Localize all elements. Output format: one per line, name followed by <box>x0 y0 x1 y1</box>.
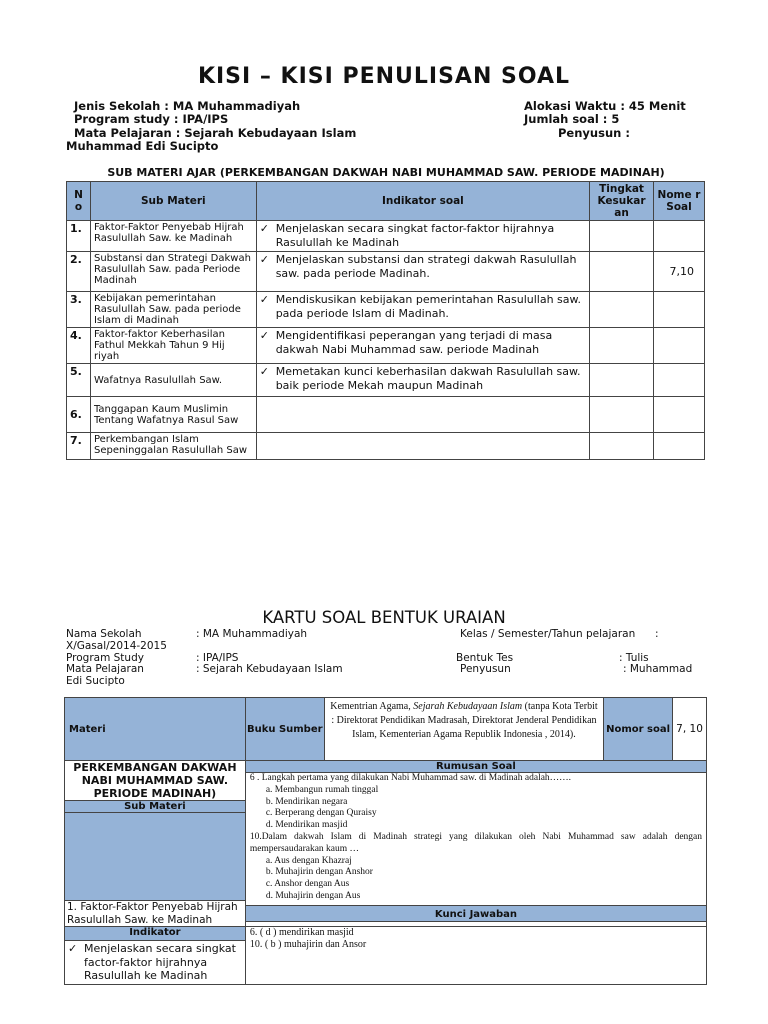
penyusun-label: Penyusun : <box>558 126 630 140</box>
indikator-text: Menjelaskan secara singkat factor-faktor hijrahnya Rasulullah ke Madinah <box>84 942 236 982</box>
buku-post: (tanpa Kota Terbit : Direktorat Pendidikan Madrasah, Direktorat Jenderal Pendidikan Islam, Kementerian Agama Republik Indonesia , 2014). <box>331 701 598 740</box>
row-indikator <box>256 328 589 364</box>
mata-pelajaran: Mata Pelajaran : Sejarah Kebudayaan Islam <box>74 126 357 140</box>
row-indikator <box>256 433 589 460</box>
row-indikator-text: Menjelaskan secara singkat factor-faktor hijrahnya Rasulullah ke Madinah <box>275 222 555 249</box>
q10-option: c. Anshor dengan Aus <box>265 879 350 890</box>
header-indikator: Indikator soal <box>256 182 589 221</box>
row-sub-materi: Faktor-faktor Keberhasilan Fathul Mekkah Tahun 9 Hij riyah <box>90 328 256 364</box>
program-study-value: : IPA/IPS <box>196 652 239 664</box>
bentuk-tes-label: Bentuk Tes <box>456 652 514 664</box>
row-indikator <box>256 364 589 397</box>
q6-option: b. Mendirikan negara <box>265 796 348 807</box>
q10-option: d. Muhajirin dengan Aus <box>265 890 361 901</box>
row-no: 3. <box>67 292 91 328</box>
check-icon: ✓ <box>259 293 269 306</box>
row-tingkat <box>590 433 654 460</box>
mata-pelajaran-value: : Sejarah Kebudayaan Islam <box>196 663 343 675</box>
row-no: 2. <box>67 252 91 292</box>
kelas-label: Kelas / Semester/Tahun pelajaran <box>460 628 636 640</box>
check-icon: ✓ <box>259 365 269 378</box>
row-sub-materi: Wafatnya Rasulullah Saw. <box>90 364 256 397</box>
header-tingkat: Tingkat Kesukar an <box>590 182 654 221</box>
table-row <box>67 364 705 397</box>
row-sub-materi: Faktor-Faktor Penyebab Hijrah Rasulullah Saw. ke Madinah <box>90 221 256 252</box>
row-nomer <box>654 292 705 328</box>
kartu-header-row <box>65 698 707 761</box>
row-nomer <box>654 328 705 364</box>
kartu-table <box>64 697 707 985</box>
row-indikator-text: Menjelaskan substansi dan strategi dakwah Rasulullah saw. pada periode Madinah. <box>275 253 577 280</box>
check-icon: ✓ <box>259 253 269 266</box>
table-row <box>67 328 705 364</box>
page-title: KISI – KISI PENULISAN SOAL <box>197 64 571 89</box>
check-icon: ✓ <box>259 222 269 235</box>
row-indikator-text: Memetakan kunci keberhasilan dakwah Rasulullah saw. baik periode Mekah maupun Madinah <box>275 365 581 392</box>
row-tingkat <box>590 364 654 397</box>
row-nomer <box>654 221 705 252</box>
penyusun-label-2: Penyusun <box>460 663 511 675</box>
program-study: Program study : IPA/IPS <box>74 112 229 126</box>
q6-option: d. Mendirikan masjid <box>265 820 348 831</box>
jumlah-soal: Jumlah soal : 5 <box>524 112 620 126</box>
kartu-title: KARTU SOAL BENTUK URAIAN <box>262 608 506 627</box>
check-icon: ✓ <box>68 942 78 955</box>
row-tingkat <box>590 328 654 364</box>
sub-materi-label: Sub Materi <box>65 801 246 813</box>
table-row <box>67 292 705 328</box>
kunci-10: 10. ( b ) muhajirin dan Ansor <box>249 939 367 950</box>
penyusun-name: Muhammad Edi Sucipto <box>66 139 219 153</box>
kisi-header-row <box>67 182 705 221</box>
kelas-colon: : <box>655 628 659 640</box>
nama-sekolah-value: : MA Muhammadiyah <box>196 628 308 640</box>
row-tingkat <box>590 252 654 292</box>
nomor-value: 7, 10 <box>673 698 707 761</box>
program-study-label: Program Study <box>66 652 144 664</box>
question-10: 10.Dalam dakwah Islam di Madinah strategi yang dilakukan oleh Nabi Muhammad saw adalah dengan mempersaudarakan kaum … <box>249 831 702 854</box>
sub-materi-value: 1. Faktor-Faktor Penyebab Hijrah Rasulullah Saw. ke Madinah <box>65 901 246 927</box>
row-tingkat <box>590 397 654 433</box>
rumusan-header-row <box>65 761 707 773</box>
question-6: 6 . Langkah pertama yang dilakukan Nabi Muhammad saw. di Madinah adalah……. <box>249 773 572 783</box>
penyusun-value-2: : Muhammad <box>623 663 693 675</box>
header-nomer: Nome r Soal <box>654 182 705 221</box>
kunci-label: Kunci Jawaban <box>245 905 707 922</box>
row-nomer <box>654 433 705 460</box>
kisi-table <box>66 181 705 460</box>
row-indikator <box>256 221 589 252</box>
row-sub-materi: Perkembangan Islam Sepeninggalan Rasulullah Saw <box>90 433 256 460</box>
row-indikator <box>256 292 589 328</box>
table-row <box>67 252 705 292</box>
row-tingkat <box>590 292 654 328</box>
check-icon: ✓ <box>259 329 269 342</box>
row-nomer: 7,10 <box>654 252 705 292</box>
mata-pelajaran-label: Mata Pelajaran <box>66 663 144 675</box>
buku-sumber <box>324 698 603 761</box>
rumusan-label: Rumusan Soal <box>245 761 706 773</box>
row-indikator-text: Mengidentifikasi peperangan yang terjadi di masa dakwah Nabi Muhammad saw. periode Madinah <box>275 329 553 356</box>
row-nomer <box>654 397 705 433</box>
materi-label: Materi <box>65 698 246 761</box>
header-no: N o <box>67 182 91 221</box>
row-tingkat <box>590 221 654 252</box>
row-nomer <box>654 364 705 397</box>
indikator-header-row <box>65 927 707 941</box>
q6-option: a. Membangun rumah tinggal <box>265 784 379 795</box>
alokasi-waktu: Alokasi Waktu : 45 Menit <box>524 99 686 113</box>
table-row <box>67 397 705 433</box>
row-no: 5. <box>67 364 91 397</box>
kelas-value: X/Gasal/2014-2015 <box>66 640 167 652</box>
indikator-label: Indikator <box>65 927 246 941</box>
row-no: 6. <box>67 397 91 433</box>
sub-materi-blank <box>65 813 246 901</box>
buku-pre: Kementrian Agama, <box>330 701 414 712</box>
bentuk-tes-value: : Tulis <box>619 652 649 664</box>
jenis-sekolah: Jenis Sekolah : MA Muhammadiyah <box>74 99 301 113</box>
kunci-jawaban <box>245 927 706 985</box>
nama-sekolah-label: Nama Sekolah <box>66 628 142 640</box>
sub-materi-title: SUB MATERI AJAR (PERKEMBANGAN DAKWAH NABI MUHAMMAD SAW. PERIODE MADINAH) <box>107 166 665 179</box>
buku-label: Buku Sumber <box>245 698 324 761</box>
buku-italic: Sejarah Kebudayaan Islam <box>413 701 523 712</box>
indikator-value <box>65 941 246 985</box>
row-no: 4. <box>67 328 91 364</box>
row-indikator <box>256 397 589 433</box>
header-sub-materi: Sub Materi <box>90 182 256 221</box>
row-indikator-text: Mendiskusikan kebijakan pemerintahan Rasulullah saw. pada periode Islam di Madinah. <box>275 293 582 320</box>
row-sub-materi: Tanggapan Kaum Muslimin Tentang Wafatnya Rasul Saw <box>90 397 256 433</box>
q10-option: b. Muhajirin dengan Anshor <box>265 867 373 878</box>
row-sub-materi: Kebijakan pemerintahan Rasulullah Saw. pada periode Islam di Madinah <box>90 292 256 328</box>
table-row <box>67 221 705 252</box>
q6-option: c. Berperang dengan Quraisy <box>265 808 377 819</box>
penyusun-cont: Edi Sucipto <box>66 675 125 687</box>
row-indikator <box>256 252 589 292</box>
q10-option: a. Aus dengan Khazraj <box>265 855 352 866</box>
row-no: 1. <box>67 221 91 252</box>
materi-value: PERKEMBANGAN DAKWAH NABI MUHAMMAD SAW. PERIODE MADINAH) <box>65 761 246 801</box>
row-sub-materi: Substansi dan Strategi Dakwah Rasulullah Saw. pada Periode Madinah <box>90 252 256 292</box>
kunci-6: 6. ( d ) mendirikan masjid <box>249 927 354 938</box>
table-row <box>67 433 705 460</box>
nomor-label: Nomor soal <box>604 698 673 761</box>
row-no: 7. <box>67 433 91 460</box>
rumusan-soal <box>245 773 706 927</box>
